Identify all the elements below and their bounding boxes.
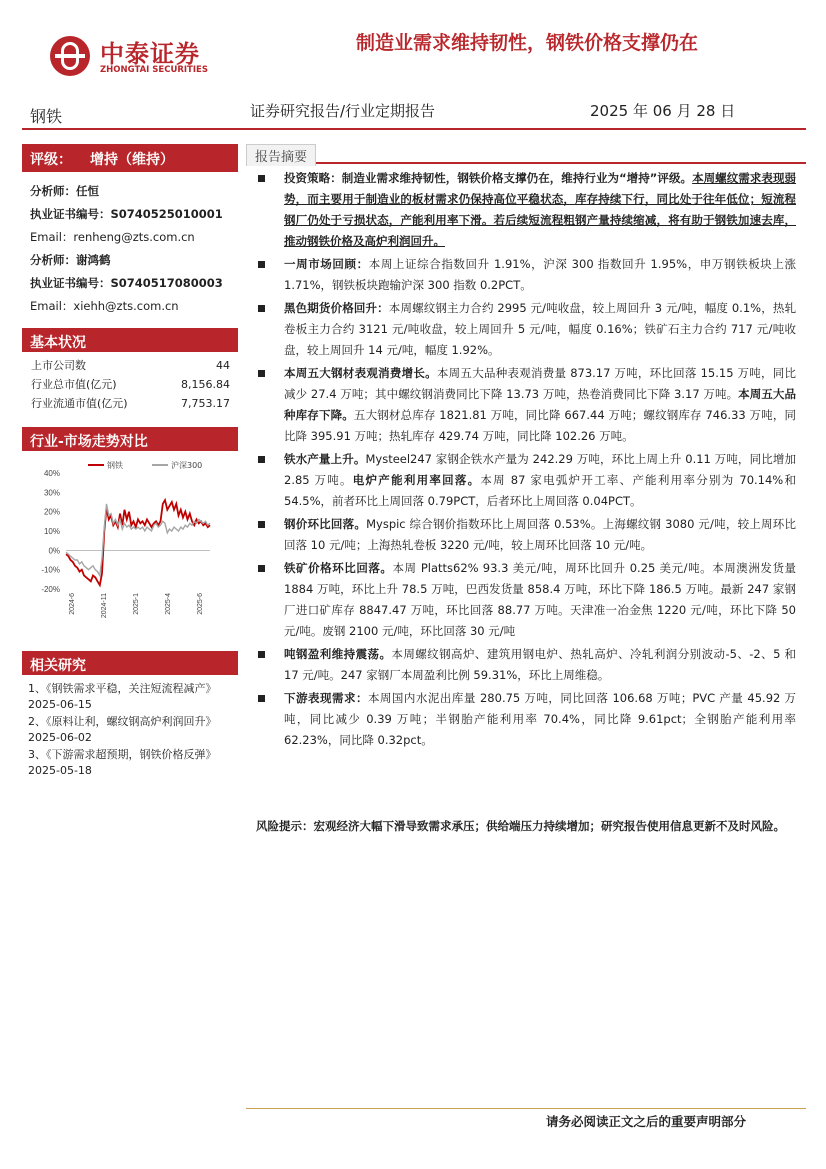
x-tick-label: 2024-6 xyxy=(69,593,76,615)
analyst-name: 谢鸿鹤 xyxy=(76,253,111,267)
row-key: 上市公司数 xyxy=(31,359,86,372)
item-title: 吨钢盈利维持震荡。 xyxy=(284,647,392,661)
series-line-hs300 xyxy=(66,504,210,576)
related-heading: 相关研究 xyxy=(22,651,238,675)
y-tick-label: 10% xyxy=(43,527,60,536)
cert-number: S0740525010001 xyxy=(110,207,223,221)
summary-section xyxy=(246,144,806,753)
row-key: 行业流通市值(亿元) xyxy=(31,397,128,410)
analyst-cert-row xyxy=(30,272,238,295)
summary-item xyxy=(246,254,806,296)
rating-label: 评级： xyxy=(30,152,72,168)
rating-box xyxy=(22,144,238,172)
y-tick-label: 0% xyxy=(48,546,60,556)
trend-chart xyxy=(22,457,238,647)
row-key: 行业总市值(亿元) xyxy=(31,378,117,391)
bullet-icon xyxy=(258,651,265,658)
cert-label: 执业证书编号： xyxy=(30,207,111,221)
related-item[interactable]: 3、《下游需求超预期，钢铁价格反弹》 2025-05-18 xyxy=(28,748,217,777)
summary-item xyxy=(246,514,806,556)
summary-item xyxy=(246,688,806,751)
summary-heading xyxy=(246,144,806,164)
email-link[interactable]: xiehh@zts.com.cn xyxy=(73,299,179,313)
analyst-row xyxy=(30,180,238,203)
item-text: 本周螺纹钢高炉、建筑用钢电炉、热轧高炉、冷轧利润分别波动-5、-2、5 和 17 元/吨。247 家钢厂本周盈利比例 59.31%，环比上周维稳。 xyxy=(284,647,797,682)
x-tick-label: 2025-4 xyxy=(165,593,172,615)
x-tick-label: 2025-6 xyxy=(197,593,204,615)
bullet-icon xyxy=(258,565,265,572)
y-tick-label: 20% xyxy=(43,507,60,517)
row-value: 7,753.17 xyxy=(181,397,230,410)
item-text: 本周 87 家电弧炉开工率、产能利用率分别为 70.14%和 54.5%，前者环比上周回落 0.79PCT，后者环比上周回落 0.04PCT。 xyxy=(284,473,796,508)
item-title: 钢价环比回落。 xyxy=(284,517,367,531)
footer-disclaimer: 请务必阅读正文之后的重要声明部分 xyxy=(546,1114,747,1129)
table-row xyxy=(22,375,238,394)
header-divider xyxy=(22,128,806,130)
sidebar xyxy=(22,144,238,780)
item-title: 一周市场回顾： xyxy=(284,257,369,271)
item-text: 本周 Platts62% 93.3 美元/吨，周环比回升 0.25 美元/吨。本周澳洲发货量 1884 万吨，环比上升 78.5 万吨，巴西发货量 858.4 万吨，环比下降 186.5 万吨。最新 247 家钢厂进口矿库存 8847.47 万吨，环比回落 88.77 万吨。天津准一冶金焦 1220 元/吨，环比下降 50 元/吨。废钢 2100 元/吨，环比回落 30 元/吨 xyxy=(284,561,797,638)
table-row xyxy=(22,356,238,375)
item-title: 本周五大品种库存下降。 xyxy=(284,387,796,422)
basic-info-table xyxy=(22,352,238,413)
summary-item-strategy xyxy=(246,168,806,252)
row-value: 44 xyxy=(216,359,230,372)
x-tick-label: 2025-1 xyxy=(133,593,140,615)
item-text: 本周上证综合指数回升 1.91%，沪深 300 指数回升 1.95%，申万钢铁板块上涨 1.71%，钢铁板块跑输沪深 300 指数 0.2PCT。 xyxy=(284,257,797,292)
analyst-role: 分析师： xyxy=(30,253,76,267)
y-tick-label: -10% xyxy=(41,565,60,575)
basic-info-heading: 基本状况 xyxy=(22,328,238,352)
summary-title: 报告摘要 xyxy=(246,144,316,166)
item-text: 五大钢材总库存 1821.81 万吨，同比降 667.44 万吨；螺纹钢库存 746.33 万吨，同比降 395.91 万吨；热轧库存 429.74 万吨，同比降 102.26 万吨。 xyxy=(284,408,796,443)
email-label: Email： xyxy=(30,230,74,244)
related-item[interactable]: 2、《原料让利，螺纹钢高炉利润回升》 2025-06-02 xyxy=(28,715,217,744)
item-text: 本周螺纹钢主力合约 2995 元/吨收盘，较上周回升 3 元/吨，幅度 0.1%，热轧卷板主力合约 3121 元/吨收盘，较上周回升 5 元/吨，幅度 0.16%；铁矿石主力合约 717 元/吨收盘，较上周回升 14 元/吨，幅度 1.92%。 xyxy=(284,301,796,357)
legend-label: 钢铁 xyxy=(107,461,123,470)
risk-warning: 风险提示：宏观经济大幅下滑导致需求承压；供给端压力持续增加；研究报告使用信息更新不及时风险。 xyxy=(256,819,785,833)
item-title: 本周五大钢材表观消费增长。 xyxy=(284,366,437,380)
report-date: 2025 年 06 月 28 日 xyxy=(590,102,736,120)
item-text: Myspic 综合钢价指数环比上周回落 0.53%。上海螺纹钢 3080 元/吨，较上周环比回落 10 元/吨；上海热轧卷板 3220 元/吨，较上周环比回落 10 元/吨。 xyxy=(284,517,796,552)
item-title: 电炉产能利用率回落。 xyxy=(352,473,481,487)
bullet-icon xyxy=(258,456,265,463)
logo-name-en: ZHONGTAI SECURITIES xyxy=(100,65,208,75)
item-title: 铁水产量上升。 xyxy=(284,452,366,466)
analyst-email-row xyxy=(30,226,238,249)
summary-item xyxy=(246,449,806,512)
summary-items xyxy=(246,164,806,751)
item-title: 下游表现需求： xyxy=(284,691,368,705)
logo-mark-icon xyxy=(50,36,90,76)
bullet-icon xyxy=(258,695,265,702)
analyst-info xyxy=(22,180,238,318)
bullet-icon xyxy=(258,261,265,268)
report-type: 证券研究报告/行业定期报告 xyxy=(250,102,436,120)
email-label: Email： xyxy=(30,299,74,313)
email-link[interactable]: renheng@zts.com.cn xyxy=(73,230,195,244)
analyst-email-row xyxy=(30,295,238,318)
y-tick-label: 40% xyxy=(43,469,60,478)
item-text: 本周五大品种表观消费量 873.17 万吨，环比回落 15.15 万吨，同比减少 27.4 万吨；其中螺纹钢消费同比下降 13.73 万吨，热卷消费同比下降 3.17 万吨。 xyxy=(284,366,796,401)
item-title: 投资策略： xyxy=(284,171,342,185)
item-highlight: 本周螺纹需求表现弱势，而主要用于制造业的板材需求仍保持高位平稳状态，库存持续下行，同比处于往年低位；短流程钢厂仍处于亏损状态，产能利用率下滑。若后续短流程粗钢产量持续缩减，将有助于钢铁加速去库，推动钢铁价格及高炉利润回升。 xyxy=(284,171,797,248)
summary-item xyxy=(246,644,806,686)
row-value: 8,156.84 xyxy=(181,378,230,391)
item-title: 黑色期货价格回升： xyxy=(284,301,389,315)
related-list xyxy=(22,675,238,779)
summary-item xyxy=(246,298,806,361)
summary-item xyxy=(246,558,806,642)
item-text: 本周国内水泥出库量 280.75 万吨，同比回落 106.68 万吨；PVC 产量 45.92 万吨，同比减少 0.39 万吨；半钢胎产能利用率 70.4%，同比降 9.61pct；全钢胎产能利用率 62.23%，同比降 0.32pct。 xyxy=(284,691,796,747)
cert-number: S0740517080003 xyxy=(110,276,223,290)
related-item[interactable]: 1、《钢铁需求平稳，关注短流程减产》 2025-06-15 xyxy=(28,682,217,711)
logo-name-cn: 中泰证券 xyxy=(100,40,200,68)
bullet-icon xyxy=(258,370,265,377)
company-logo xyxy=(50,34,230,84)
y-tick-label: 30% xyxy=(43,488,60,498)
item-text: Mysteel247 家钢企铁水产量为 242.29 万吨，环比上周上升 0.11 万吨，同比增加 2.85 万吨。 xyxy=(284,452,796,487)
industry-label: 钢铁 xyxy=(30,107,63,126)
bullet-icon xyxy=(258,175,265,182)
report-headline: 制造业需求维持韧性，钢铁价格支撑仍在 xyxy=(355,32,698,54)
cert-label: 执业证书编号： xyxy=(30,276,111,290)
trend-chart-svg xyxy=(22,457,238,647)
item-text: 制造业需求维持韧性，钢铁价格支撑仍在，维持行业为“增持”评级。 xyxy=(341,171,693,185)
x-tick-label: 2024-11 xyxy=(101,593,108,619)
footer-divider xyxy=(246,1108,806,1109)
summary-item xyxy=(246,363,806,447)
y-tick-label: -20% xyxy=(41,585,60,594)
series-line-steel xyxy=(66,500,210,585)
rating-value: 增持（维持） xyxy=(90,152,174,168)
item-title: 铁矿价格环比回落。 xyxy=(284,561,393,575)
bullet-icon xyxy=(258,521,265,528)
trend-heading: 行业-市场走势对比 xyxy=(22,427,238,451)
bullet-icon xyxy=(258,305,265,312)
analyst-role: 分析师： xyxy=(30,184,76,198)
table-row xyxy=(22,394,238,413)
legend-label: 沪深300 xyxy=(171,461,203,470)
analyst-name: 任恒 xyxy=(76,184,99,198)
analyst-cert-row xyxy=(30,203,238,226)
analyst-row xyxy=(30,249,238,272)
